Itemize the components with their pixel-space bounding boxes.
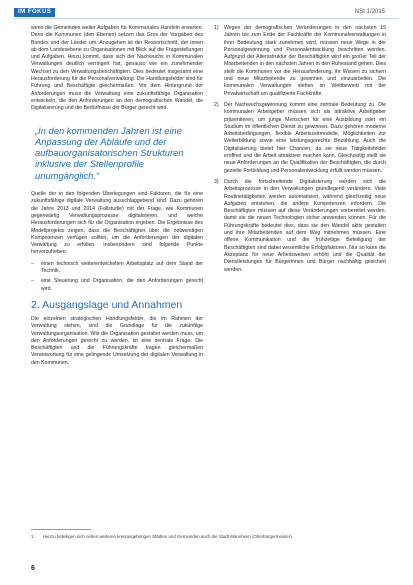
section-label: IM FOKUS (14, 8, 55, 17)
right-column (214, 25, 386, 278)
pull-quote: „In den kommenden Jahren ist eine Anpassung der Abläufe und der aufbauorganisatorischen Strukturen inklusive der Stellenprofile unumgänglich.“ (35, 124, 184, 181)
item-text: Wegen der demografischen Veränderungen in den nächsten 15 Jahren bis zum Ende der Fachkräfte der Kommunalverwaltungen in ihrer Bedeutung stark zunehmen wird, müssen neue Wege in der Personalgewinnung und Personalentwicklung beschritten werden. Aufgrund der Altersstruktur der Beschäftigten wird ein großer Teil der Mitarbeitenden in den nächsten Jahren in den Ruhestand gehen. Dies stellt die Kommunen vor die Herausforderung, ihr Wissen zu sichern und neue Mitarbeitende zu gewinnen und einzuarbeiten. Die kommunalen Verwaltungen stehen im Wettbewerb mit der Privatwirtschaft um qualifizierte Fachkräfte. (224, 25, 386, 97)
footnote-marker: 1 (31, 534, 34, 539)
footnote (31, 534, 391, 540)
item-text: Durch die fortschreitende Digitalisierung werden sich die Arbeitsprozesse in den Verwaltungen grundlegend verändern. Viele Routinetätigkeiten werden automatisiert, während gleichzeitig neue Aufgaben entstehen, die andere Kompetenzen erfordern. Die Beschäftigten müssen auf diese Veränderungen vorbereitet werden, damit sie die neuen Technologien sicher anwenden können. Für die Führungskräfte bedeutet dies, dass sie den Wandel aktiv gestalten und ihre Mitarbeitenden auf dem Weg mitnehmen müssen. Eine offene Kommunikation und die frühzeitige Beteiligung der Beschäftigten sind dabei wesentliche Erfolgsfaktoren. Nur so kann die Akzeptanz für neue Arbeitsweisen erhöht und die Qualität der Dienstleistungen für Bürgerinnen und Bürger nachhaltig gesichert werden. (224, 178, 386, 273)
bullet-item (31, 261, 203, 276)
numbered-item (214, 102, 386, 175)
bullet-text: einen technisch weiterentwickelten Arbeitsplatz auf dem Stand der Technik, (41, 260, 203, 275)
bullet-item (31, 278, 203, 293)
section-heading: 2. Ausgangslage und Annahmen (31, 298, 183, 311)
footnote-text: Hierzu beteiligen sich neben weiteren kreisangehörigen Städten und Gemeinden auch die Stadt Mannheim (Oberbürgermeister). (43, 534, 293, 539)
body-paragraph: Quelle der in den folgenden Überlegungen sind Faktoren, die für eine zukunftsfähige digitale Verwaltung ausschlaggebend sind. Dazu gehören die Jahre 2013 und 2014 (Fallstudie) mit der Frage, wie Kommunen gegenwärtig Verwaltungsprozesse digitalisieren, und welche Herausforderungen sich für die Organisation ergeben. Die Ergebnisse des Modellprojekts zeigen, dass die Beschäftigten über die notwendigen Kompetenzen verfügen sollten, um die Anforderungen der digitalen Verwaltung zu erfüllen. Insbesondere sind folgende Punkte hervorzuheben: (31, 191, 203, 256)
issue-reference: NSt 1/2015 (354, 9, 385, 15)
bullet-marker: – (31, 260, 34, 267)
header-divider (14, 18, 399, 19)
numbered-item (214, 25, 386, 98)
item-number: 1) (214, 25, 219, 31)
numbered-item (214, 179, 386, 274)
body-paragraph: Die einzelnen strategischen Handlungsfelder, die im Rahmen der Verwaltung stehen, sind die Grundlage für die zukünftige Verwaltungsorganisation. Wie die Organisation gestaltet werden muss, um den Anforderungen gerecht zu werden, ist eine zentrale Frage. Die Beschäftigten und die Führungskräfte tragen gleichermaßen Verantwortung für eine gelingende Umsetzung der digitalen Verwaltung in den Kommunen. (31, 315, 203, 366)
page-header (0, 0, 413, 18)
item-number: 3) (214, 178, 219, 185)
page-number: 6 (31, 565, 35, 572)
left-column (31, 25, 203, 371)
item-number: 2) (214, 101, 219, 108)
footnote-divider (31, 529, 91, 530)
body-paragraph: wenn die Gemeinden weiter Aufgaben für Kommunales Handeln erwarten. Denn die Kommunen (den Ebenen) setzen das Gros der Vorgaben des Bundes und der Länder um. Anzugehen ist der Ressortschnitt, der innen ab dem Landesebene zu Organisationen mit Blick auf die Fragestellungen und Aufgaben. Hinzu kommt, dass sich der Nachwuchs in Kommunalen Verwaltungen deutlich verringert hat, genauso wie ein zunehmender Wechsel zu den Verwaltungsbeschäftigten. Dies bedeutet insgesamt eine Herausforderung für die Personalverwaltung. Die Handlungsfelder sind für Führung und Beschäftigte gleichermaßen. Vor dem Hintergrund der Anforderungen muss die Verwaltung eine zukunftsfähige Organisation entwickeln, die den Anforderungen an den demografischen Wandel, die Digitalisierung und die Bedürfnisse der Bürger gerecht wird. (31, 25, 203, 112)
bullet-marker: – (31, 278, 34, 285)
item-text: Der Nachwuchsgewinnung kommt eine zentrale Bedeutung zu. Die kommunalen Arbeitgeber müssen sich als attraktive Arbeitgeber präsentieren, um junge Menschen für eine Ausbildung oder ein Studium im öffentlichen Dienst zu gewinnen. Dazu gehören moderne Arbeitsbedingungen, flexible Arbeitszeitmodelle, Möglichkeiten zur Weiterbildung sowie eine leistungsgerechte Bezahlung. Auch die Digitalisierung bietet hier Chancen, da sie neue Tätigkeitsfelder eröffnet und die Arbeit attraktiver machen kann. Gleichzeitig stellt sie neue Anforderungen an die Qualifikation der Beschäftigten, die durch gezielte Fortbildung und Personalentwicklung erfüllt werden müssen. (224, 101, 386, 174)
bullet-text: eine Steuerung und Organisation, die den Anforderungen gerecht wird. (41, 278, 203, 292)
